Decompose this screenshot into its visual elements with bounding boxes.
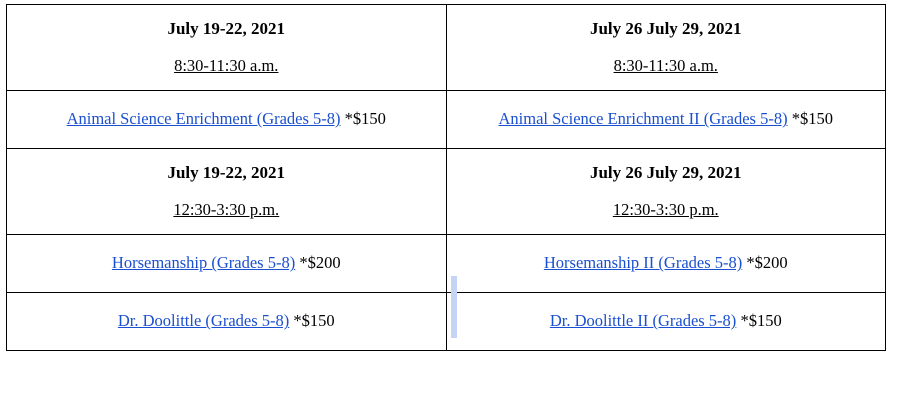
course-price: *$150 bbox=[344, 109, 386, 129]
course-cell bbox=[446, 91, 886, 149]
table-row bbox=[7, 91, 886, 149]
session-time: 12:30-3:30 p.m. bbox=[612, 199, 719, 219]
session-date: July 26 July 29, 2021 bbox=[589, 162, 742, 182]
date-cell bbox=[446, 5, 886, 91]
session-time: 8:30-11:30 a.m. bbox=[613, 55, 718, 75]
course-cell bbox=[7, 235, 447, 293]
course-link[interactable]: Animal Science Enrichment II (Grades 5-8) bbox=[498, 109, 788, 129]
table-row bbox=[7, 235, 886, 293]
table-row bbox=[7, 293, 886, 351]
session-date: July 19-22, 2021 bbox=[167, 18, 286, 38]
date-cell bbox=[7, 5, 447, 91]
course-link[interactable]: Dr. Doolittle (Grades 5-8) bbox=[117, 311, 290, 331]
course-price: *$150 bbox=[740, 311, 782, 331]
selection-accent-bar bbox=[451, 276, 457, 338]
session-time: 8:30-11:30 a.m. bbox=[174, 55, 279, 75]
course-price: *$200 bbox=[746, 253, 788, 273]
course-cell bbox=[446, 235, 886, 293]
course-price: *$150 bbox=[293, 311, 335, 331]
course-link[interactable]: Horsemanship II (Grades 5-8) bbox=[543, 253, 743, 273]
course-link[interactable]: Dr. Doolittle II (Grades 5-8) bbox=[549, 311, 737, 331]
camp-schedule-table bbox=[6, 4, 886, 351]
date-cell bbox=[446, 149, 886, 235]
course-cell bbox=[446, 293, 886, 351]
course-link[interactable]: Horsemanship (Grades 5-8) bbox=[111, 253, 296, 273]
session-date: July 26 July 29, 2021 bbox=[589, 18, 742, 38]
schedule-table-container bbox=[0, 4, 915, 410]
course-cell bbox=[7, 91, 447, 149]
course-price: *$150 bbox=[791, 109, 833, 129]
table-row bbox=[7, 5, 886, 91]
course-link[interactable]: Animal Science Enrichment (Grades 5-8) bbox=[66, 109, 341, 129]
session-date: July 19-22, 2021 bbox=[167, 162, 286, 182]
session-time: 12:30-3:30 p.m. bbox=[173, 199, 280, 219]
date-cell bbox=[7, 149, 447, 235]
course-price: *$200 bbox=[299, 253, 341, 273]
table-row bbox=[7, 149, 886, 235]
course-cell bbox=[7, 293, 447, 351]
